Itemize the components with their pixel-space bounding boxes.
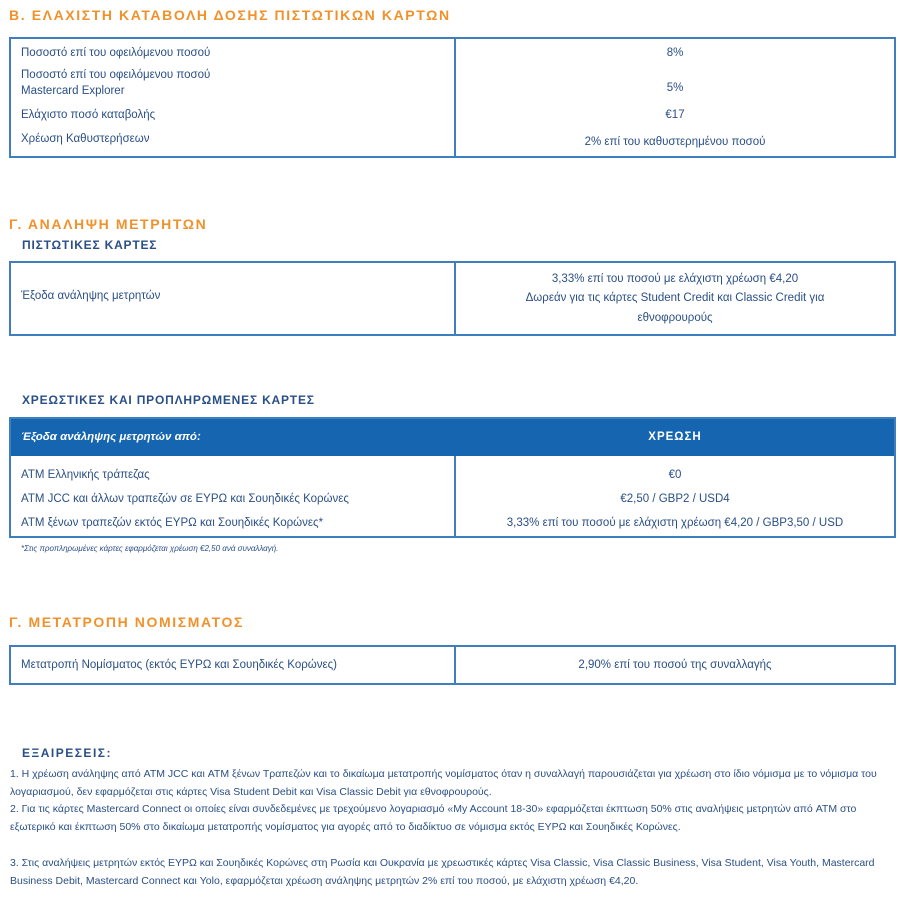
table-row-label: Χρέωση Καθυστερήσεων [21,133,150,145]
section-d-title: Γ. ΜΕΤΑΤΡΟΠΗ ΝΟΜΙΣΜΑΤΟΣ [9,614,244,630]
table-row-label: ATM ξένων τραπεζών εκτός ΕΥΡΩ και Σουηδικές Κορώνες* [21,517,324,529]
table-row-value: 8% [666,47,684,59]
exception-item: 3. Στις αναλήψεις μετρητών εκτός ΕΥΡΩ και Σουηδικές Κορώνες στη Ρωσία και Ουκρανία με χρεωστικές κάρτες Visa Classic, Visa Classic Business, Visa Student, Visa Youth, Mastercard Business Debit, Mastercard Connect και Yolo, εφαρμόζεται χρέωση ανάληψης μετρητών 2% επί του ποσού, με ελάχιστη χρέωση €4,20. [10,857,875,887]
table-header-charge: ΧΡΕΩΣΗ [648,431,702,443]
table-row-value: 3,33% επί του ποσού με ελάχιστη χρέωση €4,20 [551,273,799,285]
table-row-label: Mastercard Explorer [21,85,125,97]
section-c-title: Γ. ΑΝΑΛΗΨΗ ΜΕΤΡΗΤΩΝ [9,216,208,232]
table-row-value: Δωρεάν για τις κάρτες Student Credit και Classic Credit για [525,292,825,304]
table-header-label: Έξοδα ανάληψης μετρητών από: [21,431,201,443]
table-row-value: €2,50 / GBP2 / USD4 [620,493,730,505]
exceptions-title: ΕΞΑΙΡΕΣΕΙΣ: [22,746,112,760]
table-row-label: ATM JCC και άλλων τραπεζών σε ΕΥΡΩ και Σουηδικές Κορώνες [21,493,349,505]
table-row-label: Ελάχιστο ποσό καταβολής [21,109,156,121]
table-row-label: Μετατροπή Νομίσματος (εκτός ΕΥΡΩ και Σουηδικές Κορώνες) [21,659,337,671]
debit-cards-subtitle: ΧΡΕΩΣΤΙΚΕΣ ΚΑΙ ΠΡΟΠΛΗΡΩΜΕΝΕΣ ΚΑΡΤΕΣ [22,393,315,407]
table-row-value: 5% [666,82,684,94]
exception-item: 1. Η χρέωση ανάληψης από ATM JCC και ATM ξένων Τραπεζών και το δικαίωμα μετατροπής νομίσματος όταν η συναλλαγή παρουσιάζεται για χρέωση στο ίδιο νόμισμα με το νόμισμα του λογαριασμού, δεν εφαρμόζεται στις κάρτες Visa Student Debit και Visa Classic Debit για εθνοφρουρούς. [10,768,877,798]
table-header [11,419,894,456]
table-row-value: 2% επί του καθυστερημένου ποσού [584,136,766,148]
currency-conversion-table [9,645,896,685]
table-row-value: 3,33% επί του ποσού με ελάχιστη χρέωση €4,20 / GBP3,50 / USD [506,517,844,529]
table-row-value: €0 [668,469,682,481]
credit-cards-subtitle: ΠΙΣΤΩΤΙΚΕΣ ΚΑΡΤΕΣ [22,238,158,252]
debit-withdrawal-table [9,417,896,538]
table-row-label: Ποσοστό επί του οφειλόμενου ποσού [21,69,211,81]
section-b-title: Β. ΕΛΑΧΙΣΤΗ ΚΑΤΑΒΟΛΗ ΔΟΣΗΣ ΠΙΣΤΩΤΙΚΩΝ ΚΑΡΤΩΝ [9,7,451,23]
table-row-label: ATM Ελληνικής τράπεζας [21,469,150,481]
min-payment-table [9,37,896,158]
table-row-label: Έξοδα ανάληψης μετρητών [21,290,161,302]
credit-withdrawal-table [9,261,896,336]
table-row-value: εθνοφρουρούς [637,312,713,324]
table-row-label: Ποσοστό επί του οφειλόμενου ποσού [21,47,211,59]
exception-item: 2. Για τις κάρτες Mastercard Connect οι οποίες είναι συνδεδεμένες με τρεχούμενο λογαριασμό «My Account 18-30» εφαρμόζεται έκπτωση 50% στις αναλήψεις μετρητών από ATM στο εξωτερικό και έκπτωση 50% στο δικαίωμα μετατροπής νομίσματος για αγορές από το διαδίκτυο σε νόμισμα εκτός ΕΥΡΩ και Σουηδικές Κορώνες. [10,803,857,833]
prepaid-footnote: *Στις προπληρωμένες κάρτες εφαρμόζεται χρέωση €2,50 ανά συναλλαγή. [21,544,279,553]
table-row-value: €17 [665,109,685,121]
table-row-value: 2,90% επί του ποσού της συναλλαγής [578,659,772,671]
